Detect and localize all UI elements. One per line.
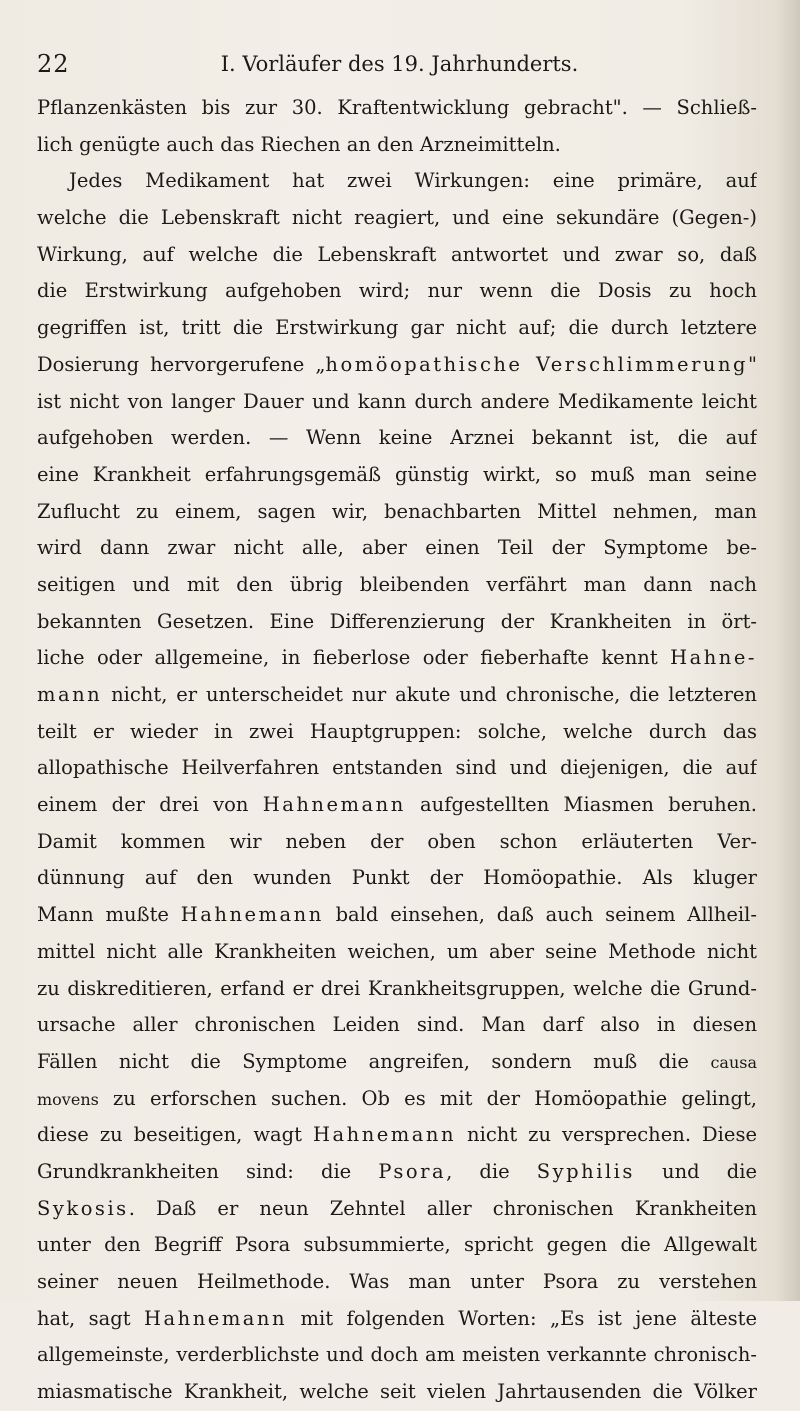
text-line	[37, 200, 757, 237]
spaced-name: Hahne-	[670, 646, 757, 670]
latin-term: causa	[710, 1052, 757, 1072]
text-line	[37, 1007, 757, 1044]
text-segment: Grundkrankheiten sind: die	[37, 1159, 379, 1183]
running-head: I. Vorläufer des 19. Jahrhunderts.	[220, 52, 579, 76]
text-line	[37, 640, 757, 677]
text-line	[37, 677, 757, 714]
text-line	[37, 787, 757, 824]
text-line	[37, 457, 757, 494]
text-segment: einem der drei von	[37, 793, 263, 817]
text-segment: gegriffen ist, tritt die Erstwirkung gar nicht auf; die durch letztere	[37, 316, 757, 340]
spaced-name: Hahnemann	[180, 903, 324, 927]
text-segment: seiner neuen Heilmethode. Was man unter Psora zu verstehen	[37, 1270, 757, 1293]
text-segment: aufgehoben werden. — Wenn keine Arznei bekannt ist, die auf	[37, 426, 757, 450]
text-segment: welche die Lebenskraft nicht reagiert, und eine sekundäre (Gegen-)	[37, 206, 757, 230]
text-segment: ist nicht von langer Dauer und kann durch andere Medikamente leicht	[37, 389, 757, 413]
text-segment: "	[748, 352, 757, 376]
spaced-name: Psora	[378, 1159, 447, 1183]
page-number: 22	[37, 50, 70, 78]
text-segment: zu diskreditieren, erfand er drei Krankheitsgruppen, welche die Grund-	[37, 976, 757, 1000]
latin-term: movens	[37, 1089, 99, 1109]
spaced-name: homöopathische Verschlimmerung	[325, 352, 749, 376]
spaced-name: Hahnemann	[144, 1306, 288, 1330]
text-segment: liche oder allgemeine, in fieberlose oder fieberhafte kennt	[37, 646, 671, 670]
text-segment: wird dann zwar nicht alle, aber einen Teil der Symptome be-	[37, 536, 757, 560]
text-segment: Jedes Medikament hat zwei Wirkungen: eine primäre, auf	[69, 169, 757, 193]
text-segment: zu erforschen suchen. Ob es mit der Homöopathie gelingt,	[98, 1086, 757, 1110]
text-line	[37, 1337, 757, 1374]
spaced-name: Hahnemann	[313, 1123, 457, 1147]
text-segment: die Erstwirkung aufgehoben wird; nur wenn die Dosis zu hoch	[37, 279, 757, 303]
text-line	[37, 163, 757, 200]
text-segment: seitigen und mit den übrig bleibenden verfährt man dann nach	[37, 572, 757, 596]
text-line	[37, 1374, 757, 1411]
text-segment: lich genügte auch das Riechen an den Arzneimitteln.	[37, 132, 561, 156]
text-segment: ursache aller chronischen Leiden sind. Man darf also in diesen	[37, 1013, 757, 1037]
text-segment: Damit kommen wir neben der oben schon erläuterten Ver-	[37, 829, 757, 853]
text-segment: mittel nicht alle Krankheiten weichen, um aber seine Methode nicht	[37, 939, 757, 963]
text-line	[37, 273, 757, 310]
spaced-name: Sykosis	[37, 1196, 129, 1220]
text-line	[37, 1117, 757, 1154]
text-line	[37, 494, 757, 531]
text-segment: Zuflucht zu einem, sagen wir, benachbarten Mittel nehmen, man	[37, 499, 757, 523]
text-line	[37, 971, 757, 1008]
text-line	[37, 897, 757, 934]
text-segment: . Daß er neun Zehntel aller chronischen Krankheiten	[128, 1196, 757, 1220]
text-line	[37, 860, 757, 897]
text-segment: bald einsehen, daß auch seinem Allheil-	[323, 903, 757, 927]
text-line	[37, 604, 757, 641]
text-line	[37, 714, 757, 751]
text-line	[37, 127, 757, 164]
text-segment: hat, sagt	[37, 1306, 145, 1330]
text-segment: nicht, er unterscheidet nur akute und chronische, die letzteren	[102, 683, 757, 706]
spaced-name: Hahnemann	[262, 793, 406, 817]
text-line	[37, 567, 757, 604]
spaced-name: mann	[37, 683, 103, 706]
text-segment: miasmatische Krankheit, welche seit vielen Jahrtausenden die Völker	[37, 1380, 757, 1404]
text-line	[37, 1081, 757, 1118]
text-segment: teilt er wieder in zwei Hauptgruppen: solche, welche durch das	[37, 719, 757, 743]
text-line	[37, 384, 757, 421]
text-segment: , die	[446, 1159, 537, 1183]
text-line	[37, 750, 757, 787]
text-segment: aufgestellten Miasmen beruhen.	[405, 793, 757, 817]
text-segment: diese zu beseitigen, wagt	[37, 1123, 313, 1147]
text-line	[37, 1301, 757, 1338]
text-line	[37, 1191, 757, 1228]
text-line	[37, 1227, 757, 1264]
text-segment: und die	[634, 1159, 757, 1183]
text-segment: allopathische Heilverfahren entstanden sind und diejenigen, die auf	[37, 756, 757, 780]
text-line	[37, 824, 757, 861]
text-line	[37, 530, 757, 567]
spaced-name: Syphilis	[536, 1159, 635, 1183]
page-header	[37, 44, 762, 84]
body-text	[37, 90, 757, 1411]
text-segment: Pflanzenkästen bis zur 30. Kraftentwicklung gebracht". — Schließ-	[37, 96, 757, 119]
text-line	[37, 420, 757, 457]
text-line	[37, 1044, 757, 1081]
text-segment: Dosierung hervorgerufene „	[37, 352, 326, 376]
text-segment: eine Krankheit erfahrungsgemäß günstig wirkt, so muß man seine	[37, 462, 757, 486]
text-segment: mit folgenden Worten: „Es ist jene älteste	[287, 1306, 757, 1330]
text-line	[37, 237, 757, 274]
text-line	[37, 90, 757, 127]
text-segment: unter den Begriff Psora subsummierte, spricht gegen die Allgewalt	[37, 1233, 757, 1257]
text-segment: bekannten Gesetzen. Eine Differenzierung der Krankheiten in ört-	[37, 609, 757, 633]
text-segment: nicht zu versprechen. Diese	[456, 1123, 757, 1147]
text-segment: Mann mußte	[37, 903, 181, 927]
text-segment: allgemeinste, verderblichste und doch am meisten verkannte chronisch-	[37, 1343, 757, 1367]
text-line	[37, 1264, 757, 1301]
text-segment: dünnung auf den wunden Punkt der Homöopathie. Als kluger	[37, 866, 757, 890]
text-line	[37, 1154, 757, 1191]
text-segment: Wirkung, auf welche die Lebenskraft antwortet und zwar so, daß	[37, 242, 757, 266]
text-line	[37, 310, 757, 347]
text-line	[37, 347, 757, 384]
text-segment: Fällen nicht die Symptome angreifen, sondern muß die	[37, 1049, 711, 1073]
text-line	[37, 934, 757, 971]
